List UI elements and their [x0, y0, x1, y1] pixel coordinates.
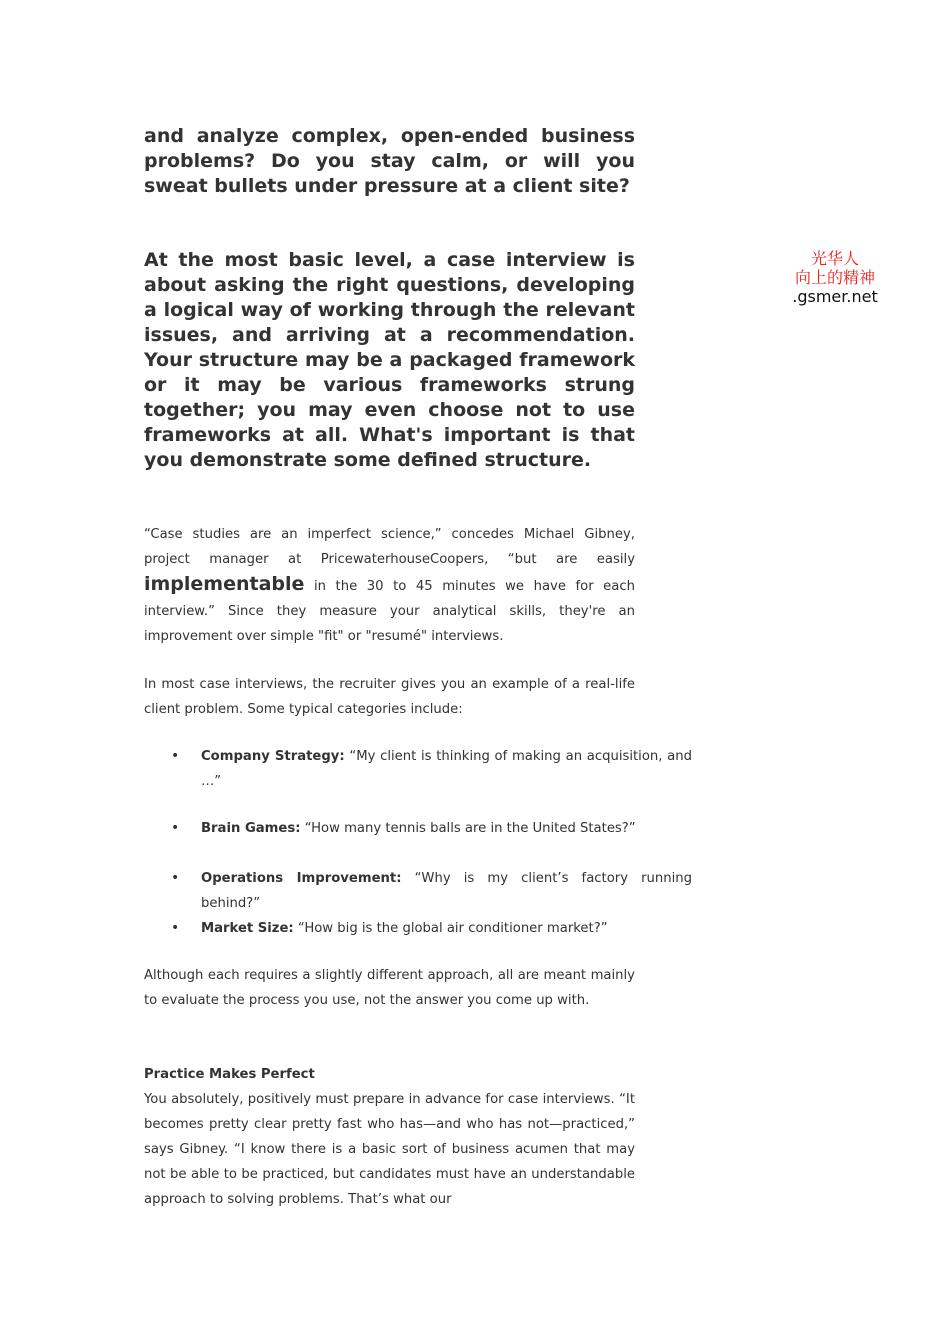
although-paragraph: Although each requires a slightly different approach, all are meant mainly to evaluate the process you use, not the answer you come up with. — [144, 968, 635, 1008]
bullet-icon: • — [171, 820, 180, 836]
watermark-line-1: 光华人 — [810, 249, 859, 268]
category-term: Company Strategy: — [201, 749, 345, 764]
lead-paragraph-1: and analyze complex, open-ended business problems? Do you stay calm, or will you sweat bullets under pressure at a client site? — [144, 125, 635, 197]
category-term: Brain Games: — [201, 821, 301, 836]
category-text: “How many tennis balls are in the United States?” — [300, 821, 636, 836]
section-heading: Practice Makes Perfect — [144, 1067, 315, 1082]
list-item — [144, 866, 692, 916]
list-item — [144, 816, 692, 841]
bullet-icon: • — [171, 748, 180, 764]
quote-text-before: “Case studies are an imperfect science,” concedes Michael Gibney, project manager at PricewaterhouseCoopers, “but are easily — [144, 527, 635, 567]
category-text: “How big is the global air conditioner market?” — [293, 921, 608, 936]
lead-paragraph-2: At the most basic level, a case interview is about asking the right questions, developing a logical way of working through the relevant issues, and arriving at a recommendation. Your structure may be a packaged framework or it may be various frameworks strung together; you may even choose not to use frameworks at all. What's important is that you demonstrate some defined structure. — [144, 249, 635, 471]
quote-text-after: in the 30 to 45 minutes we have for each interview.” Since they measure your analytical skills, they're an improvement over simple "fit" or "resumé" interviews. — [144, 579, 635, 644]
watermark-line-2: 向上的精神 — [794, 268, 875, 287]
watermark — [780, 249, 890, 306]
list-item — [144, 916, 692, 941]
category-text: “Why is my client’s factory running behind?” — [201, 871, 692, 911]
quote-emphasis-word: implementable — [144, 573, 305, 595]
category-term: Market Size: — [201, 921, 294, 936]
bullet-icon: • — [171, 920, 180, 936]
bullet-icon: • — [171, 870, 180, 886]
list-item — [144, 744, 692, 794]
practice-paragraph: You absolutely, positively must prepare in advance for case interviews. “It becomes pretty clear pretty fast who has—and who has not—practiced,” says Gibney. “I know there is a basic sort of business acumen that may not be able to be practiced, but candidates must have an understandable approach to solving problems. That’s what our — [144, 1092, 635, 1207]
category-text: “My client is thinking of making an acquisition, and …” — [201, 749, 692, 789]
quote-paragraph — [144, 522, 635, 649]
intro-paragraph: In most case interviews, the recruiter gives you an example of a real-life client problem. Some typical categories include: — [144, 677, 635, 717]
watermark-url: .gsmer.net — [792, 287, 878, 306]
category-term: Operations Improvement: — [201, 871, 402, 886]
